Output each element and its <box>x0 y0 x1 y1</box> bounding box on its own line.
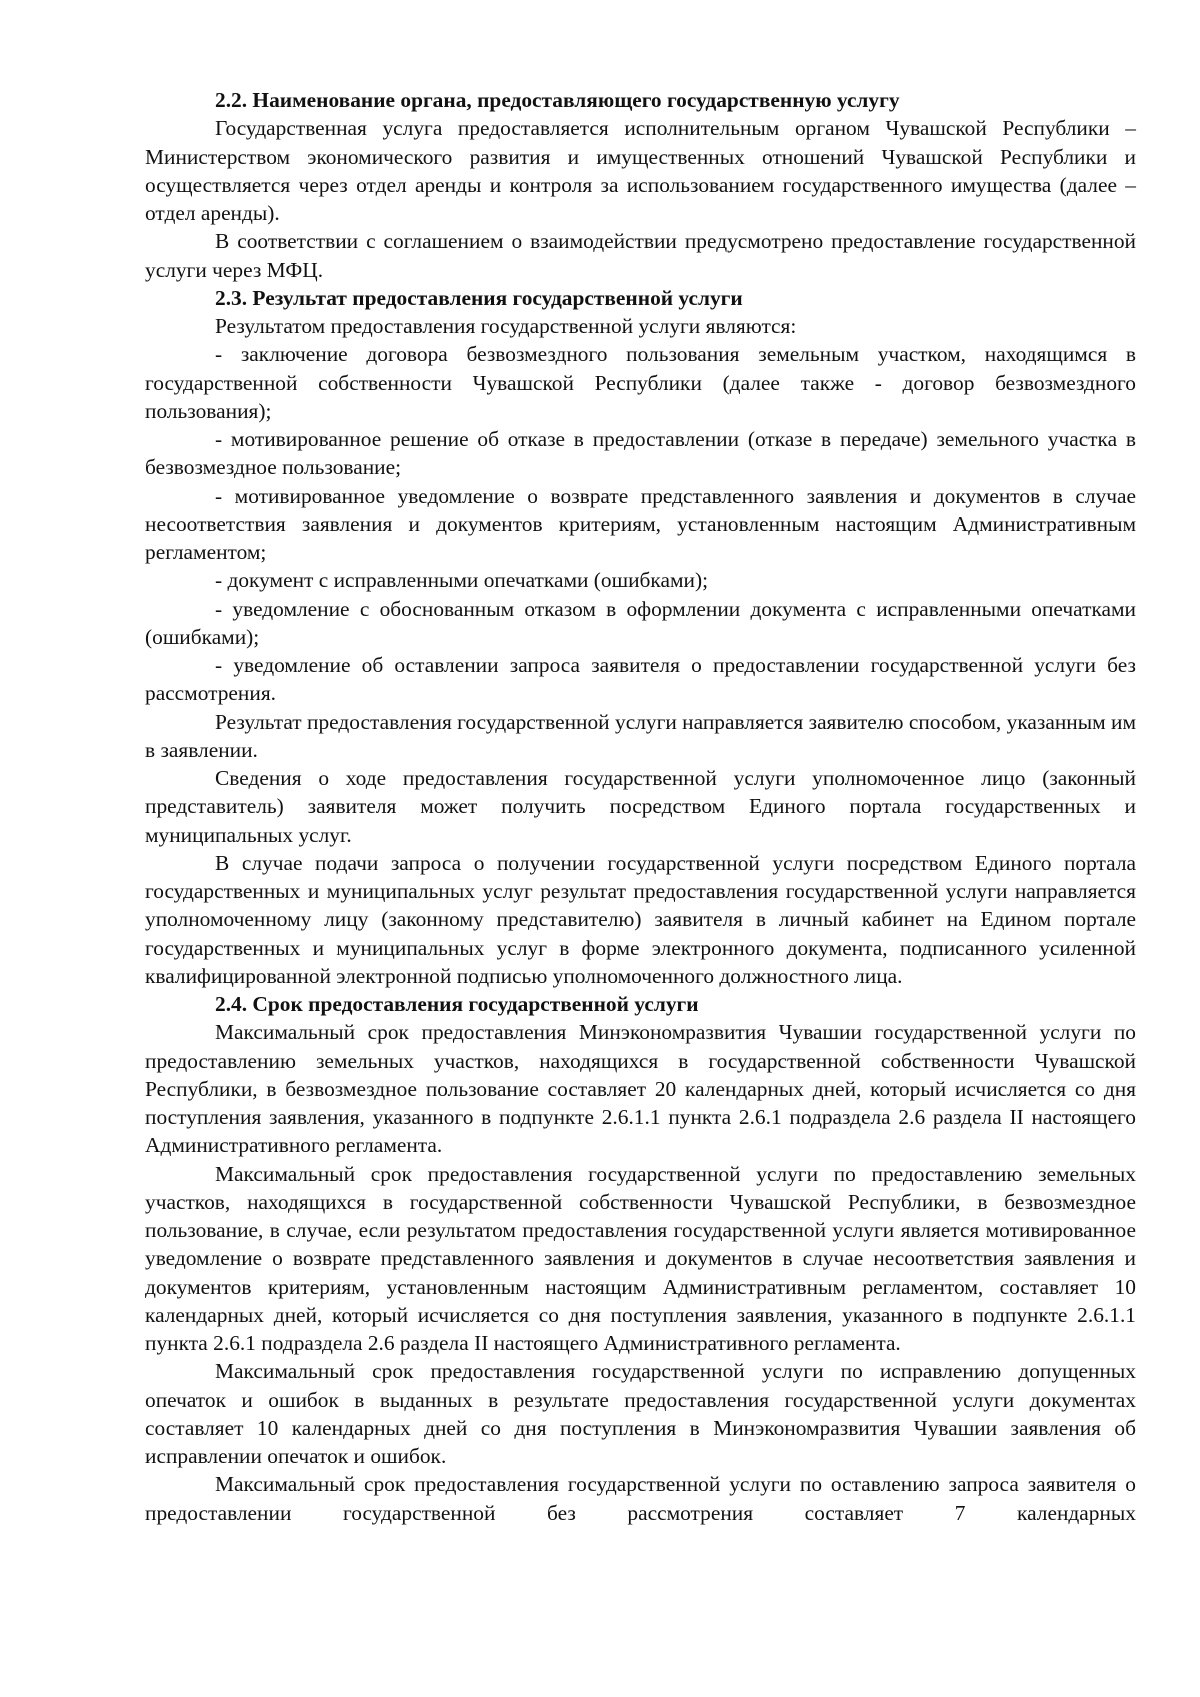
list-item: - мотивированное уведомление о возврате представленного заявления и документов в случае несоответствия заявления и документов критериям, установленным настоящим Административным регламентом; <box>145 483 1136 564</box>
paragraph: Максимальный срок предоставления Минэкономразвития Чувашии государственной услуги по предоставлению земельных участков, находящихся в государственной собственности Чувашской Республики, в безвозмездное пользование составляет 20 календарных дней, который исчисляется со дня поступления заявления, указанного в подпункте 2.6.1.1 пункта 2.6.1 подраздела 2.6 раздела II настоящего Административного регламента. <box>145 1020 1136 1158</box>
list-item: - уведомление об оставлении запроса заявителя о предоставлении государственной услуги без рассмотрения. <box>145 653 1136 706</box>
section-heading-2-3: 2.3. Результат предоставления государственной услуги <box>215 285 743 310</box>
paragraph: Максимальный срок предоставления государственной услуги по исправлению допущенных опечаток и ошибок в выданных в результате предоставления государственной услуги документах составляет 10 календарных дней со дня поступления в Минэкономразвития Чувашии заявления об исправлении опечаток и ошибок. <box>145 1359 1136 1468</box>
section-heading-2-4: 2.4. Срок предоставления государственной услуги <box>215 992 699 1016</box>
list-item: - заключение договора безвозмездного пользования земельным участком, находящимся в государственной собственности Чувашской Республики (далее также - договор безвозмездного пользования); <box>145 342 1136 423</box>
paragraph: Государственная услуга предоставляется исполнительным органом Чувашской Республики – Министерством экономического развития и имущественных отношений Чувашской Республики и осуществляется через отдел аренды и контроля за использованием государственного имущества (далее – отдел аренды). <box>145 116 1136 225</box>
paragraph: Результатом предоставления государственной услуги являются: <box>215 314 797 338</box>
paragraph: Максимальный срок предоставления государственной услуги по оставлению запроса заявителя о предоставлении государственной без рассмотрения составляет 7 календарных <box>145 1472 1136 1525</box>
paragraph: Максимальный срок предоставления государственной услуги по предоставлению земельных участков, находящихся в государственной собственности Чувашской Республики, в безвозмездное пользование, в случае, если результатом предоставления государственной услуги является мотивированное уведомление о возврате представленного заявления и документов в случае несоответствия заявления и документов критериям, установленным настоящим Административным регламентом, составляет 10 календарных дней, который исчисляется со дня поступления заявления, указанного в подпункте 2.6.1.1 пункта 2.6.1 подраздела 2.6 раздела II настоящего Административного регламента. <box>145 1161 1136 1355</box>
list-item: - мотивированное решение об отказе в предоставлении (отказе в передаче) земельного участка в безвозмездное пользование; <box>145 427 1136 480</box>
paragraph: Сведения о ходе предоставления государственной услуги уполномоченное лицо (законный представитель) заявителя может получить посредством Единого портала государственных и муниципальных услуг. <box>145 766 1136 847</box>
list-item: - уведомление с обоснованным отказом в оформлении документа с исправленными опечатками (ошибками); <box>145 596 1136 649</box>
document-page <box>145 86 1136 1527</box>
paragraph: Результат предоставления государственной услуги направляется заявителю способом, указанным им в заявлении. <box>145 709 1136 762</box>
paragraph: В случае подачи запроса о получении государственной услуги посредством Единого портала государственных и муниципальных услуг результат предоставления государственной услуги направляется уполномоченному лицу (законному представителю) заявителя в личный кабинет на Едином портале государственных и муниципальных услуг в форме электронного документа, подписанного усиленной квалифицированной электронной подписью уполномоченного должностного лица. <box>145 850 1136 988</box>
section-heading-2-2: 2.2. Наименование органа, предоставляющего государственную услугу <box>215 88 900 112</box>
paragraph: В соответствии с соглашением о взаимодействии предусмотрено предоставление государственной услуги через МФЦ. <box>145 229 1136 282</box>
list-item: - документ с исправленными опечатками (ошибками); <box>215 568 709 593</box>
